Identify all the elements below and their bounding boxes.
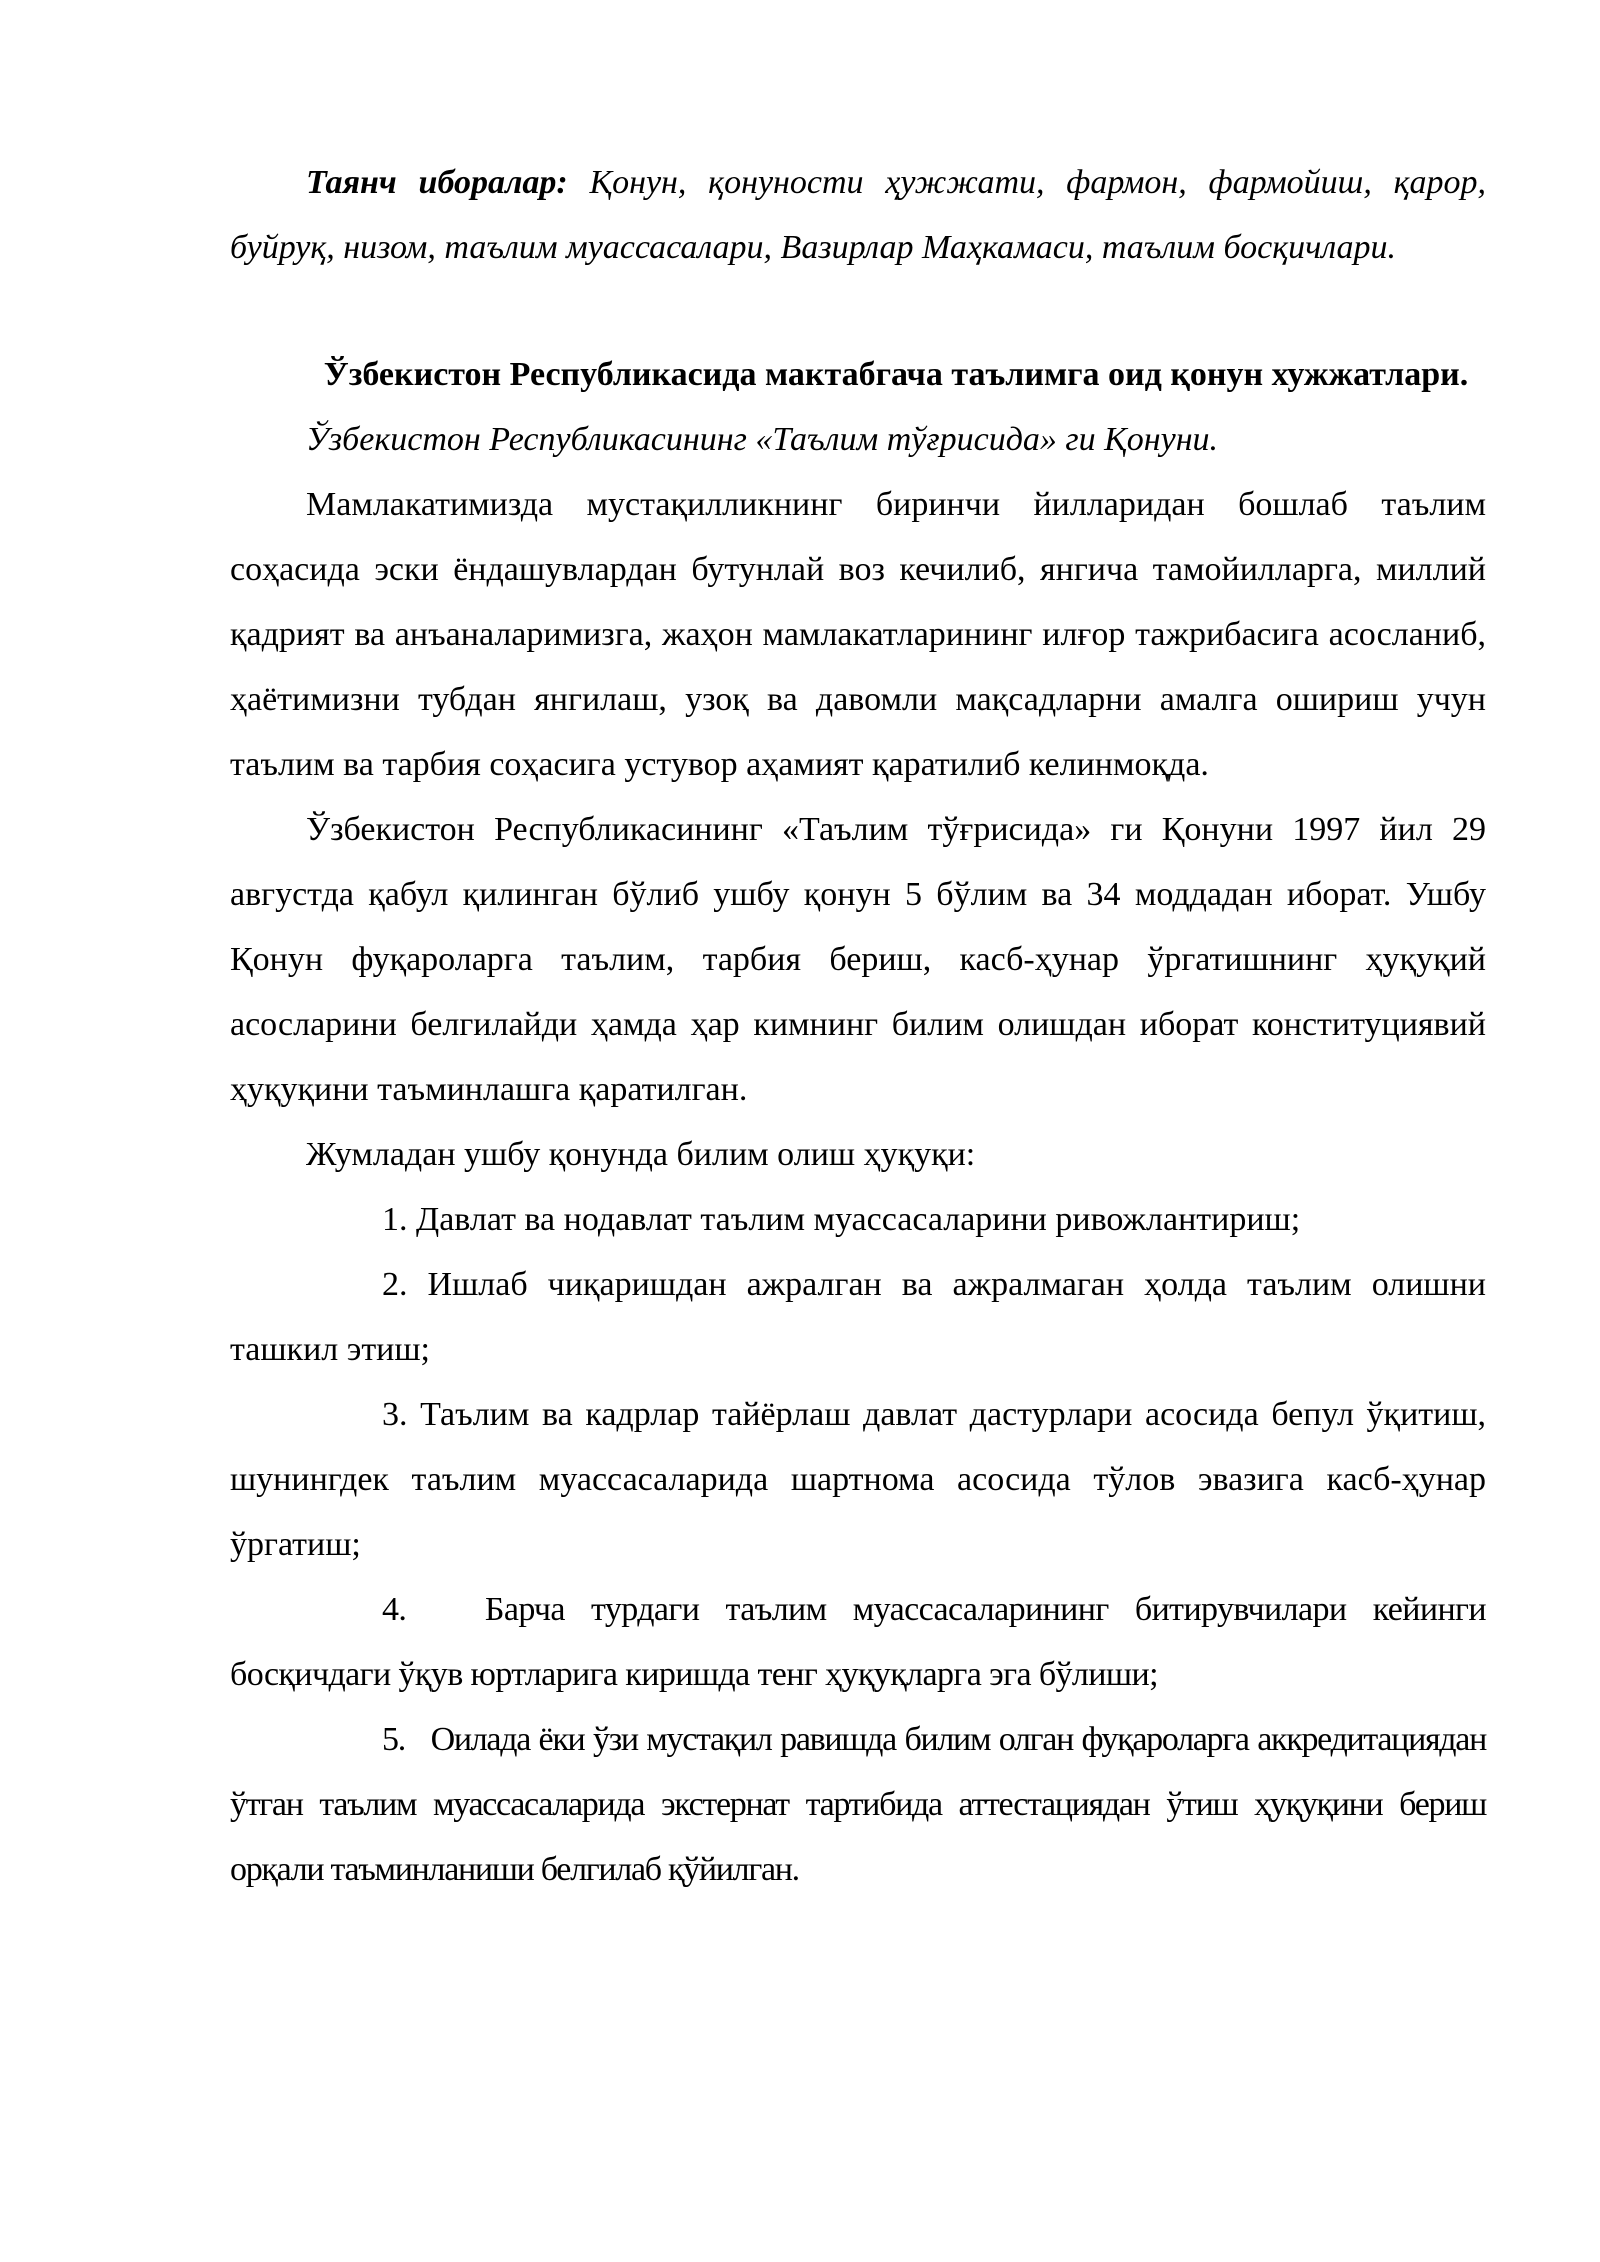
list-item-text: Давлат ва нодавлат таълим муассасаларини ривожлантириш; [416,1201,1301,1238]
list-item [230,1187,1486,1252]
keywords-text: Қонун, қонуности ҳужжати, фармон, фармойиш, қарор, буйруқ, низом, таълим муассасалари, Вазирлар Маҳкамаси, таълим босқичлари. [230,164,1486,266]
list-item-number: 4. [382,1591,407,1628]
list-item [230,1382,1486,1577]
list-item-text: Оилада ёки ўзи мустақил равишда билим олган фуқароларга аккредитациядан ўтган таълим муассасаларида экстернат тартибида аттестациядан ўтиш ҳуқуқини бериш орқали таъминланиши белгилаб қўйилган. [230,1721,1486,1888]
list-item-number: 2. [382,1266,408,1303]
list-item-number: 5. [382,1721,405,1758]
list-item [230,1577,1486,1707]
list-item [230,1252,1486,1382]
law-subheading: Ўзбекистон Республикасининг «Таълим тўғрисида» ги Қонуни. [306,421,1219,458]
body-paragraph: Мамлакатимизда мустақилликнинг биринчи йилларидан бошлаб таълим соҳасида эски ёндашувлардан бутунлай воз кечилиб, янгича тамойилларга, миллий қадрият ва анъаналаримизга, жаҳон мамлакатларининг илғор тажрибасига асосланиб, ҳаётимизни тубдан янгилаш, узоқ ва давомли мақсадларни амалга ошириш учун таълим ва тарбия соҳасига устувор аҳамият қаратилиб келинмоқда. [230,486,1486,783]
list-item-text: Таълим ва кадрлар тайёрлаш давлат дастурлари асосида бепул ўқитиш, шунингдек таълим муассасаларида шартнома асосида тўлов эвазига касб-ҳунар ўргатиш; [230,1396,1486,1563]
list-item-number: 1. [382,1201,408,1238]
list-item-text: Ишлаб чиқаришдан ажралган ва ажралмаган ҳолда таълим олишни ташкил этиш; [230,1266,1487,1368]
body-paragraph: Ўзбекистон Республикасининг «Таълим тўғрисида» ги Қонуни 1997 йил 29 августда қабул қилинган бўлиб ушбу қонун 5 бўлим ва 34 моддадан иборат. Ушбу Қонун фуқароларга таълим, тарбия бериш, касб-ҳунар ўргатишнинг ҳуқуқий асосларини белгилайди ҳамда ҳар кимнинг билим олишдан иборат конституциявий ҳуқуқини таъминлашга қаратилган. [230,811,1486,1108]
list-item [230,1707,1486,1902]
keywords-label: Таянч иборалар: [306,164,568,201]
section-heading: Ўзбекистон Республикасида мактабгача таълимга оид қонун хужжатлари. [323,356,1469,393]
body-paragraph: Жумладан ушбу қонунда билим олиш ҳуқуқи: [306,1136,976,1173]
list-item-number: 3. [382,1396,408,1433]
list-item-text: Барча турдаги таълим муассасаларининг битирувчилари кейинги босқичдаги ўқув юртларига киришда тенг ҳуқуқларга эга бўлиши; [230,1591,1486,1693]
document-page [230,150,1486,1902]
keywords-paragraph [230,150,1486,280]
